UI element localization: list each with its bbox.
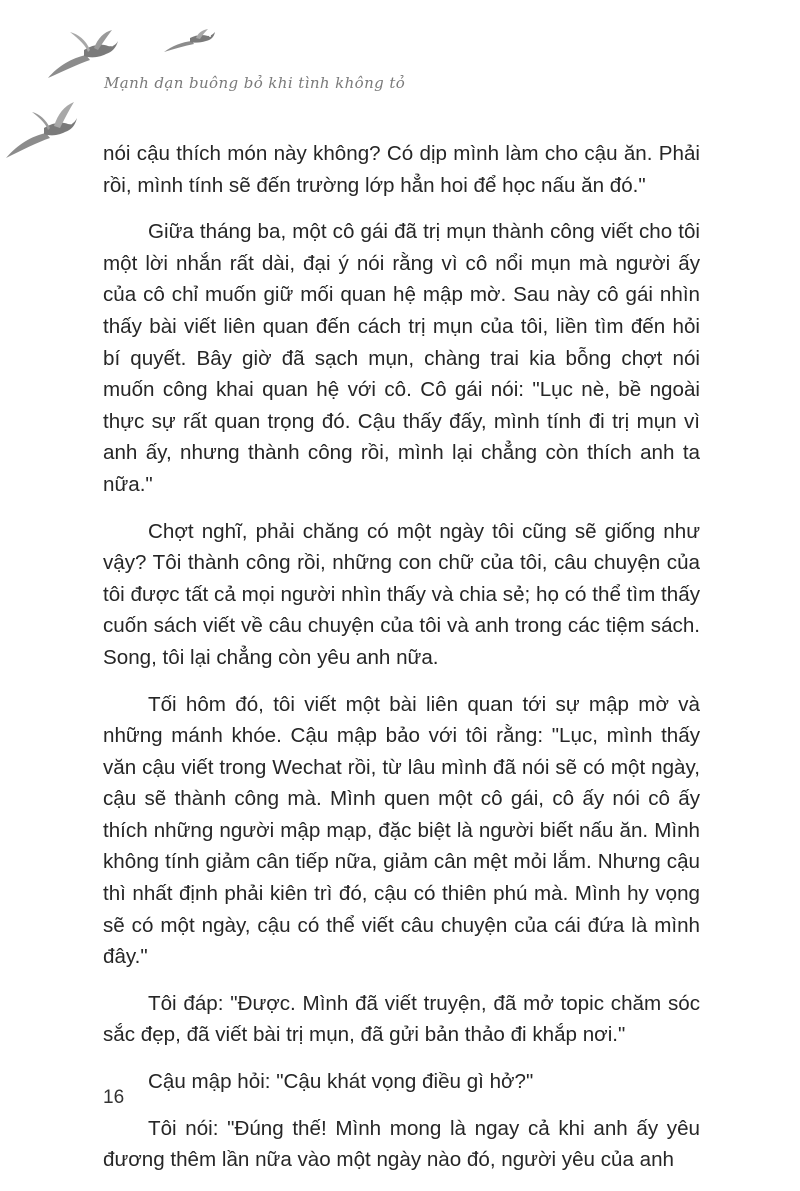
bird-icon [162,28,216,54]
paragraph: Giữa tháng ba, một cô gái đã trị mụn thành công viết cho tôi một lời nhắn rất dài, đại ý nói rằng vì cô nổi mụn mà người ấy của cô chỉ muốn giữ mối quan hệ mập mờ. Sau này cô gái nhìn thấy bài viết liên quan đến cách trị mụn của tôi, liền tìm đến hỏi bí quyết. Bây giờ đã sạch mụn, chàng trai kia bỗng chợt nói muốn công khai quan hệ với cô. Cô gái nói: "Lục nè, bề ngoài thực sự rất quan trọng đó. Cậu thấy đấy, mình tính đi trị mụn vì anh ấy, nhưng thành công rồi, mình lại chẳng còn thích anh ta nữa." [103,220,700,496]
paragraph: Chợt nghĩ, phải chăng có một ngày tôi cũng sẽ giống như vậy? Tôi thành công rồi, những con chữ của tôi, câu chuyện của tôi được tất cả mọi người nhìn thấy và chia sẻ; họ có thể tìm thấy cuốn sách viết về câu chuyện của tôi và anh trong các tiệm sách. Song, tôi lại chẳng còn yêu anh nữa. [103,519,700,669]
running-header: Mạnh dạn buông bỏ khi tình không tỏ [104,74,406,92]
paragraph: Tôi đáp: "Được. Mình đã viết truyện, đã mở topic chăm sóc sắc đẹp, đã viết bài trị mụn, đã gửi bản thảo đi khắp nơi." [103,991,700,1047]
paragraph: Tối hôm đó, tôi viết một bài liên quan tới sự mập mờ và những mánh khóe. Cậu mập bảo với tôi rằng: "Lục, mình thấy văn cậu viết trong Wechat rồi, từ lâu mình đã nói sẽ có một ngày, cậu sẽ thành công mà. Mình quen một cô gái, cô ấy nói cô ấy thích những người mập mạp, đặc biệt là người biết nấu ăn. Mình không tính giảm cân tiếp nữa, giảm cân mệt mỏi lắm. Nhưng cậu thì nhất định phải kiên trì đó, cậu có thiên phú mà. Mình hy vọng sẽ có một ngày, cậu có thể viết câu chuyện của cái đứa là mình đây." [103,692,700,969]
bird-icon [46,28,120,80]
bird-icon [4,100,78,162]
page-number: 16 [103,1087,125,1108]
paragraph: nói cậu thích món này không? Có dịp mình làm cho cậu ăn. Phải rồi, mình tính sẽ đến trường lớp hẳn hoi để học nấu ăn đó." [103,142,700,197]
body-text [103,138,700,1191]
paragraph: Tôi nói: "Đúng thế! Mình mong là ngay cả khi anh ấy yêu đương thêm lần nữa vào một ngày nào đó, người yêu của anh [103,1116,700,1172]
paragraph: Cậu mập hỏi: "Cậu khát vọng điều gì hở?" [148,1070,534,1094]
